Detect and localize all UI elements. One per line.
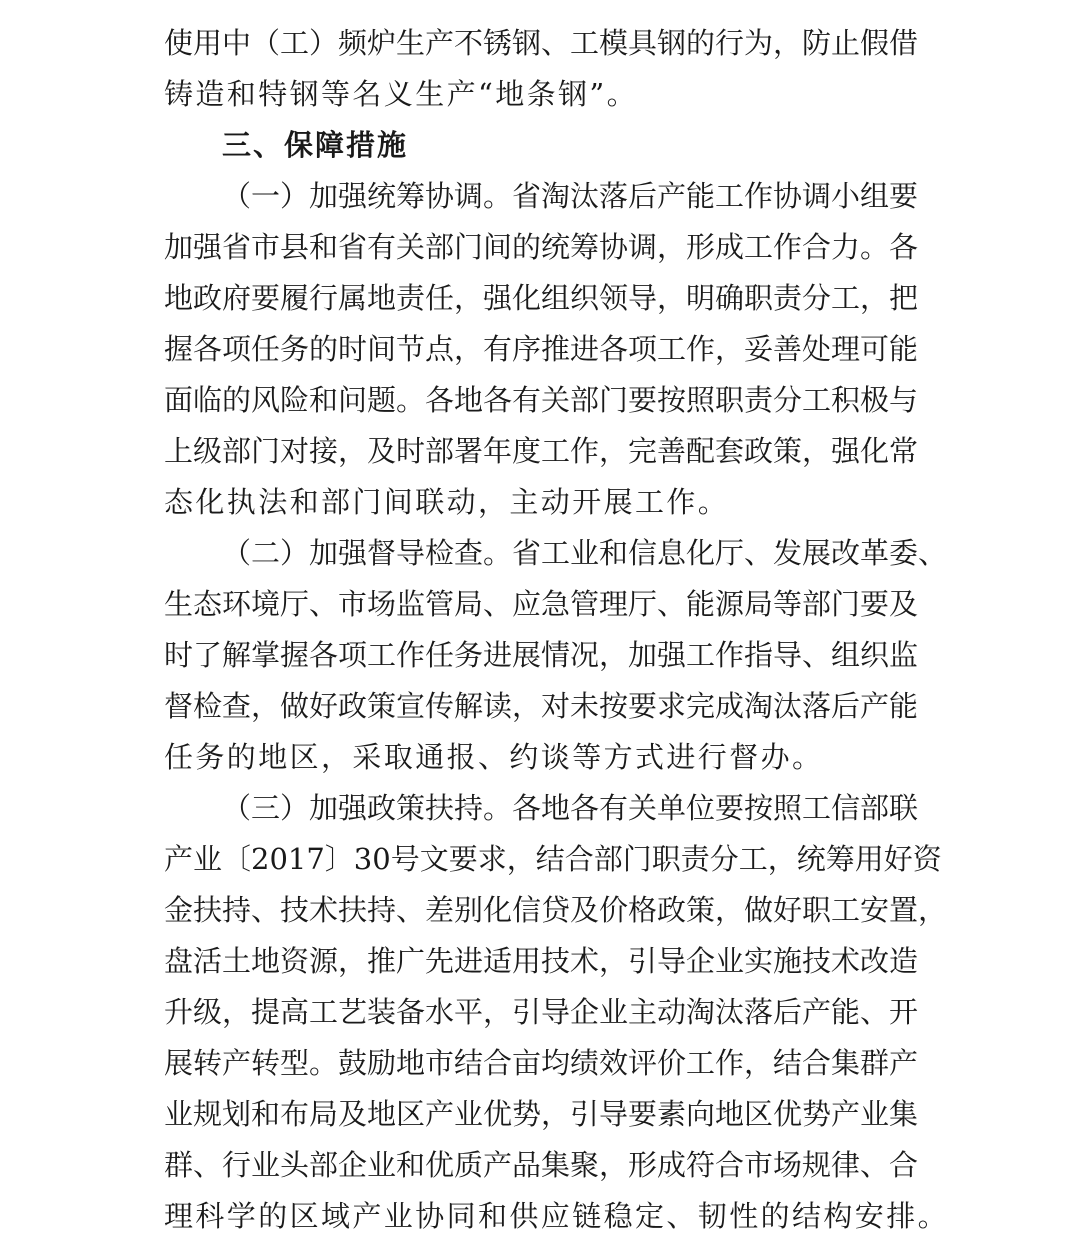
body-text-line: 升级，提高工艺装备水平，引导企业主动淘汰落后产能、开 [164,995,919,1029]
body-text-line: 铸造和特钢等名义生产“地条钢”。 [164,77,639,111]
body-text-line: 上级部门对接，及时部署年度工作，完善配套政策，强化常 [164,434,919,468]
body-text-line: 时了解掌握各项工作任务进展情况，加强工作指导、组织监 [164,638,919,672]
body-text-line: 态化执法和部门间联动，主动开展工作。 [164,485,730,519]
document-page [164,18,950,1242]
body-text-line: 面临的风险和问题。各地各有关部门要按照职责分工积极与 [164,383,919,417]
paragraph-first-line: （二）加强督导检查。省工业和信息化厅、发展改革委、 [222,536,948,570]
paragraph-first-line: （一）加强统筹协调。省淘汰落后产能工作协调小组要 [222,179,919,213]
body-text-line: 产业〔2017〕30号文要求，结合部门职责分工，统筹用好资 [164,842,942,876]
body-text-line: 生态环境厅、市场监管局、应急管理厅、能源局等部门要及 [164,587,919,621]
body-text-line: 加强省市县和省有关部门间的统筹协调，形成工作合力。各 [164,230,919,264]
body-text-line: 盘活土地资源，推广先进适用技术，引导企业实施技术改造 [164,944,919,978]
section-heading: 三、保障措施 [222,128,409,162]
paragraph-first-line: （三）加强政策扶持。各地各有关单位要按照工信部联 [222,791,919,825]
body-text-line: 使用中（工）频炉生产不锈钢、工模具钢的行为，防止假借 [164,26,919,60]
body-text-line: 金扶持、技术扶持、差别化信贷及价格政策，做好职工安置， [164,893,948,927]
body-text-line: 地政府要履行属地责任，强化组织领导，明确职责分工，把 [164,281,919,315]
body-text-line: 握各项任务的时间节点，有序推进各项工作，妥善处理可能 [164,332,919,366]
body-text-line: 展转产转型。鼓励地市结合亩均绩效评价工作，结合集群产 [164,1046,919,1080]
body-text-line: 理科学的区域产业协同和供应链稳定、韧性的结构安排。 [164,1199,950,1233]
body-text-line: 任务的地区，采取通报、约谈等方式进行督办。 [164,740,824,774]
body-text-line: 群、行业头部企业和优质产品集聚，形成符合市场规律、合 [164,1148,919,1182]
body-text-line: 督检查，做好政策宣传解读，对未按要求完成淘汰落后产能 [164,689,919,723]
body-text-line: 业规划和布局及地区产业优势，引导要素向地区优势产业集 [164,1097,919,1131]
